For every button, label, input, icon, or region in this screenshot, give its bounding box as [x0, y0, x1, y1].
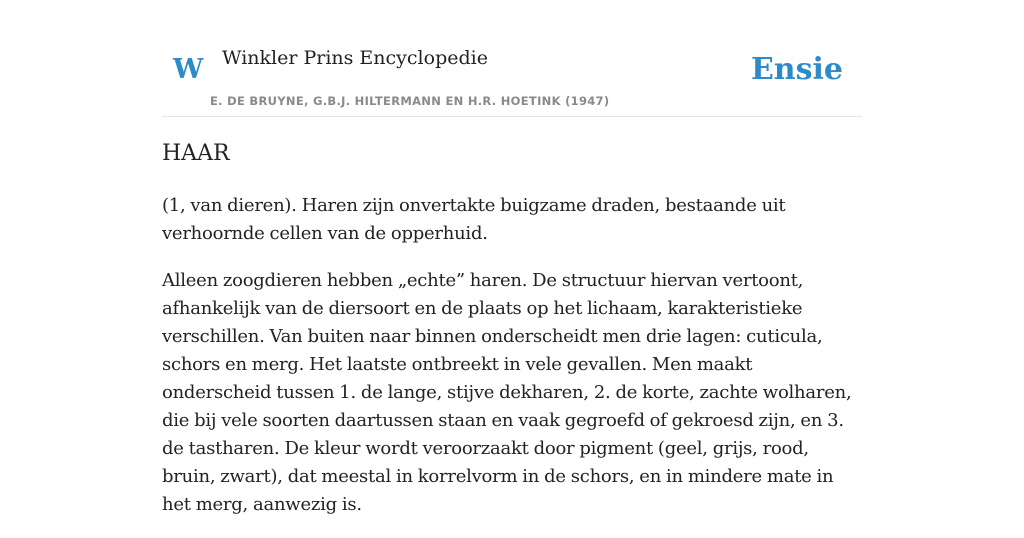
- encyclopedia-header: [162, 0, 862, 117]
- encyclopedia-title[interactable]: Winkler Prins Encyclopedie: [222, 47, 488, 69]
- article-paragraph: Alleen zoogdieren hebben „echte” haren. De structuur hiervan vertoont, afhankelijk van de diersoort en de plaats op het lichaam, karakteristieke verschillen. Van buiten naar binnen onderscheidt men drie lagen: cuticula, schors en merg. Het laatste ontbreekt in vele gevallen. Men maakt onderscheid tussen 1. de lange, stijve dekharen, 2. de korte, zachte wolharen, die bij vele soorten daartussen staan en vaak gegroefd of gekroesd zijn, en 3. de tastharen. De kleur wordt veroorzaakt door pigment (geel, grijs, rood, bruin, zwart), dat meestal in korrelvorm in de schors, en in mindere mate in het merg, aanwezig is.: [162, 270, 852, 515]
- article-body: [162, 192, 862, 538]
- winkler-prins-logo[interactable]: W: [173, 54, 204, 85]
- article-headword: HAAR: [162, 141, 230, 166]
- ensie-logo-link[interactable]: Ensie: [750, 52, 843, 87]
- article-paragraph: (1, van dieren). Haren zijn onvertakte buigzame draden, bestaande uit verhoornde cellen van de opperhuid.: [162, 195, 786, 244]
- encyclopedia-authors: E. DE BRUYNE, G.B.J. HILTERMANN EN H.R. HOETINK (1947): [210, 94, 610, 108]
